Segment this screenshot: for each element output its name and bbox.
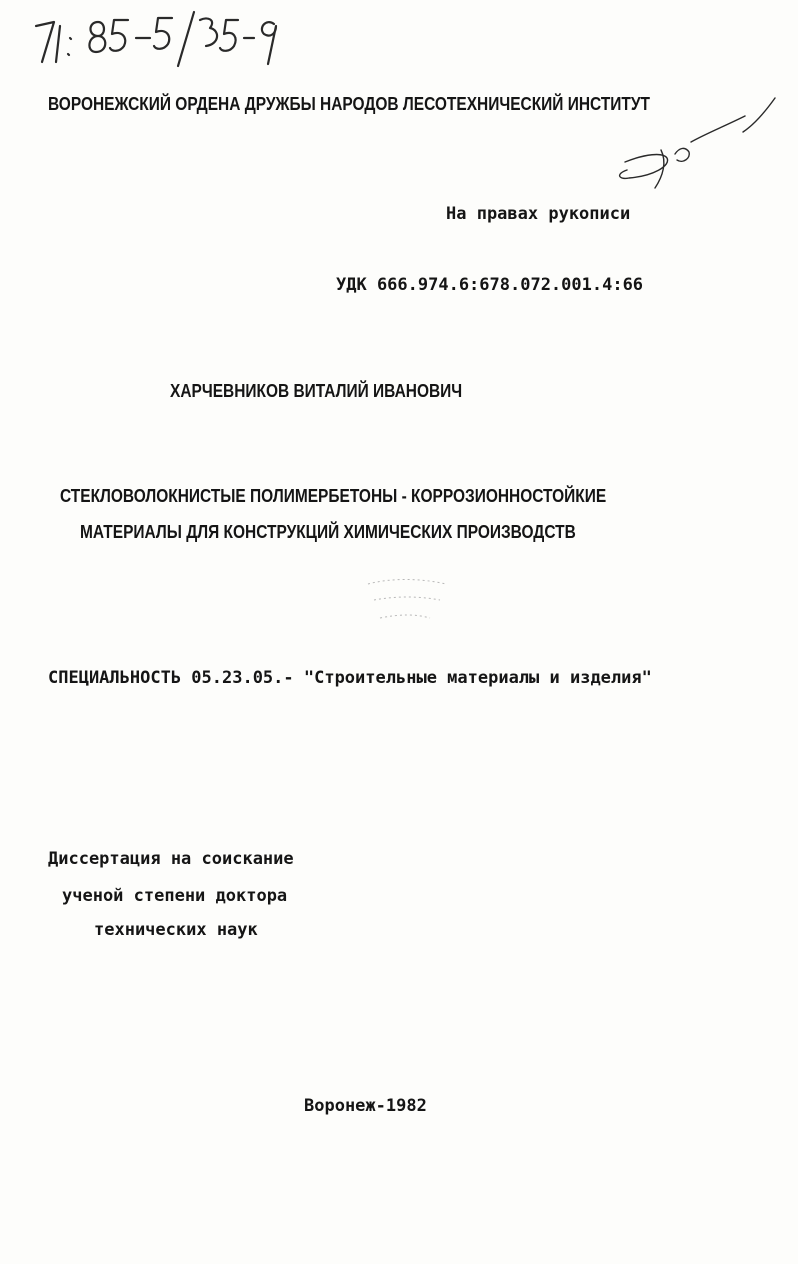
dissertation-title-line-1: СТЕКЛОВОЛОКНИСТЫЕ ПОЛИМЕРБЕТОНЫ - КОРРОЗИОННОСТОЙКИЕ bbox=[60, 486, 607, 506]
udc-code: УДК 666.974.6:678.072.001.4:66 bbox=[336, 275, 644, 295]
signature bbox=[605, 92, 785, 197]
place-and-year: Воронеж-1982 bbox=[304, 1096, 427, 1116]
handwritten-archive-number bbox=[32, 8, 282, 70]
specialty: СПЕЦИАЛЬНОСТЬ 05.23.05.- "Строительные материалы и изделия" bbox=[48, 668, 652, 688]
degree-line-3: технических наук bbox=[94, 920, 258, 940]
dissertation-title-line-2: МАТЕРИАЛЫ ДЛЯ КОНСТРУКЦИЙ ХИМИЧЕСКИХ ПРОИЗВОДСТВ bbox=[80, 522, 576, 542]
author-name: ХАРЧЕВНИКОВ ВИТАЛИЙ ИВАНОВИЧ bbox=[170, 381, 463, 401]
rights-note: На правах рукописи bbox=[446, 204, 631, 224]
faint-stamp-mark bbox=[360, 570, 455, 630]
degree-line-1: Диссертация на соискание bbox=[48, 849, 294, 869]
institution-name: ВОРОНЕЖСКИЙ ОРДЕНА ДРУЖБЫ НАРОДОВ ЛЕСОТЕХНИЧЕСКИЙ ИНСТИТУТ bbox=[48, 94, 650, 114]
degree-line-2: ученой степени доктора bbox=[62, 886, 288, 906]
